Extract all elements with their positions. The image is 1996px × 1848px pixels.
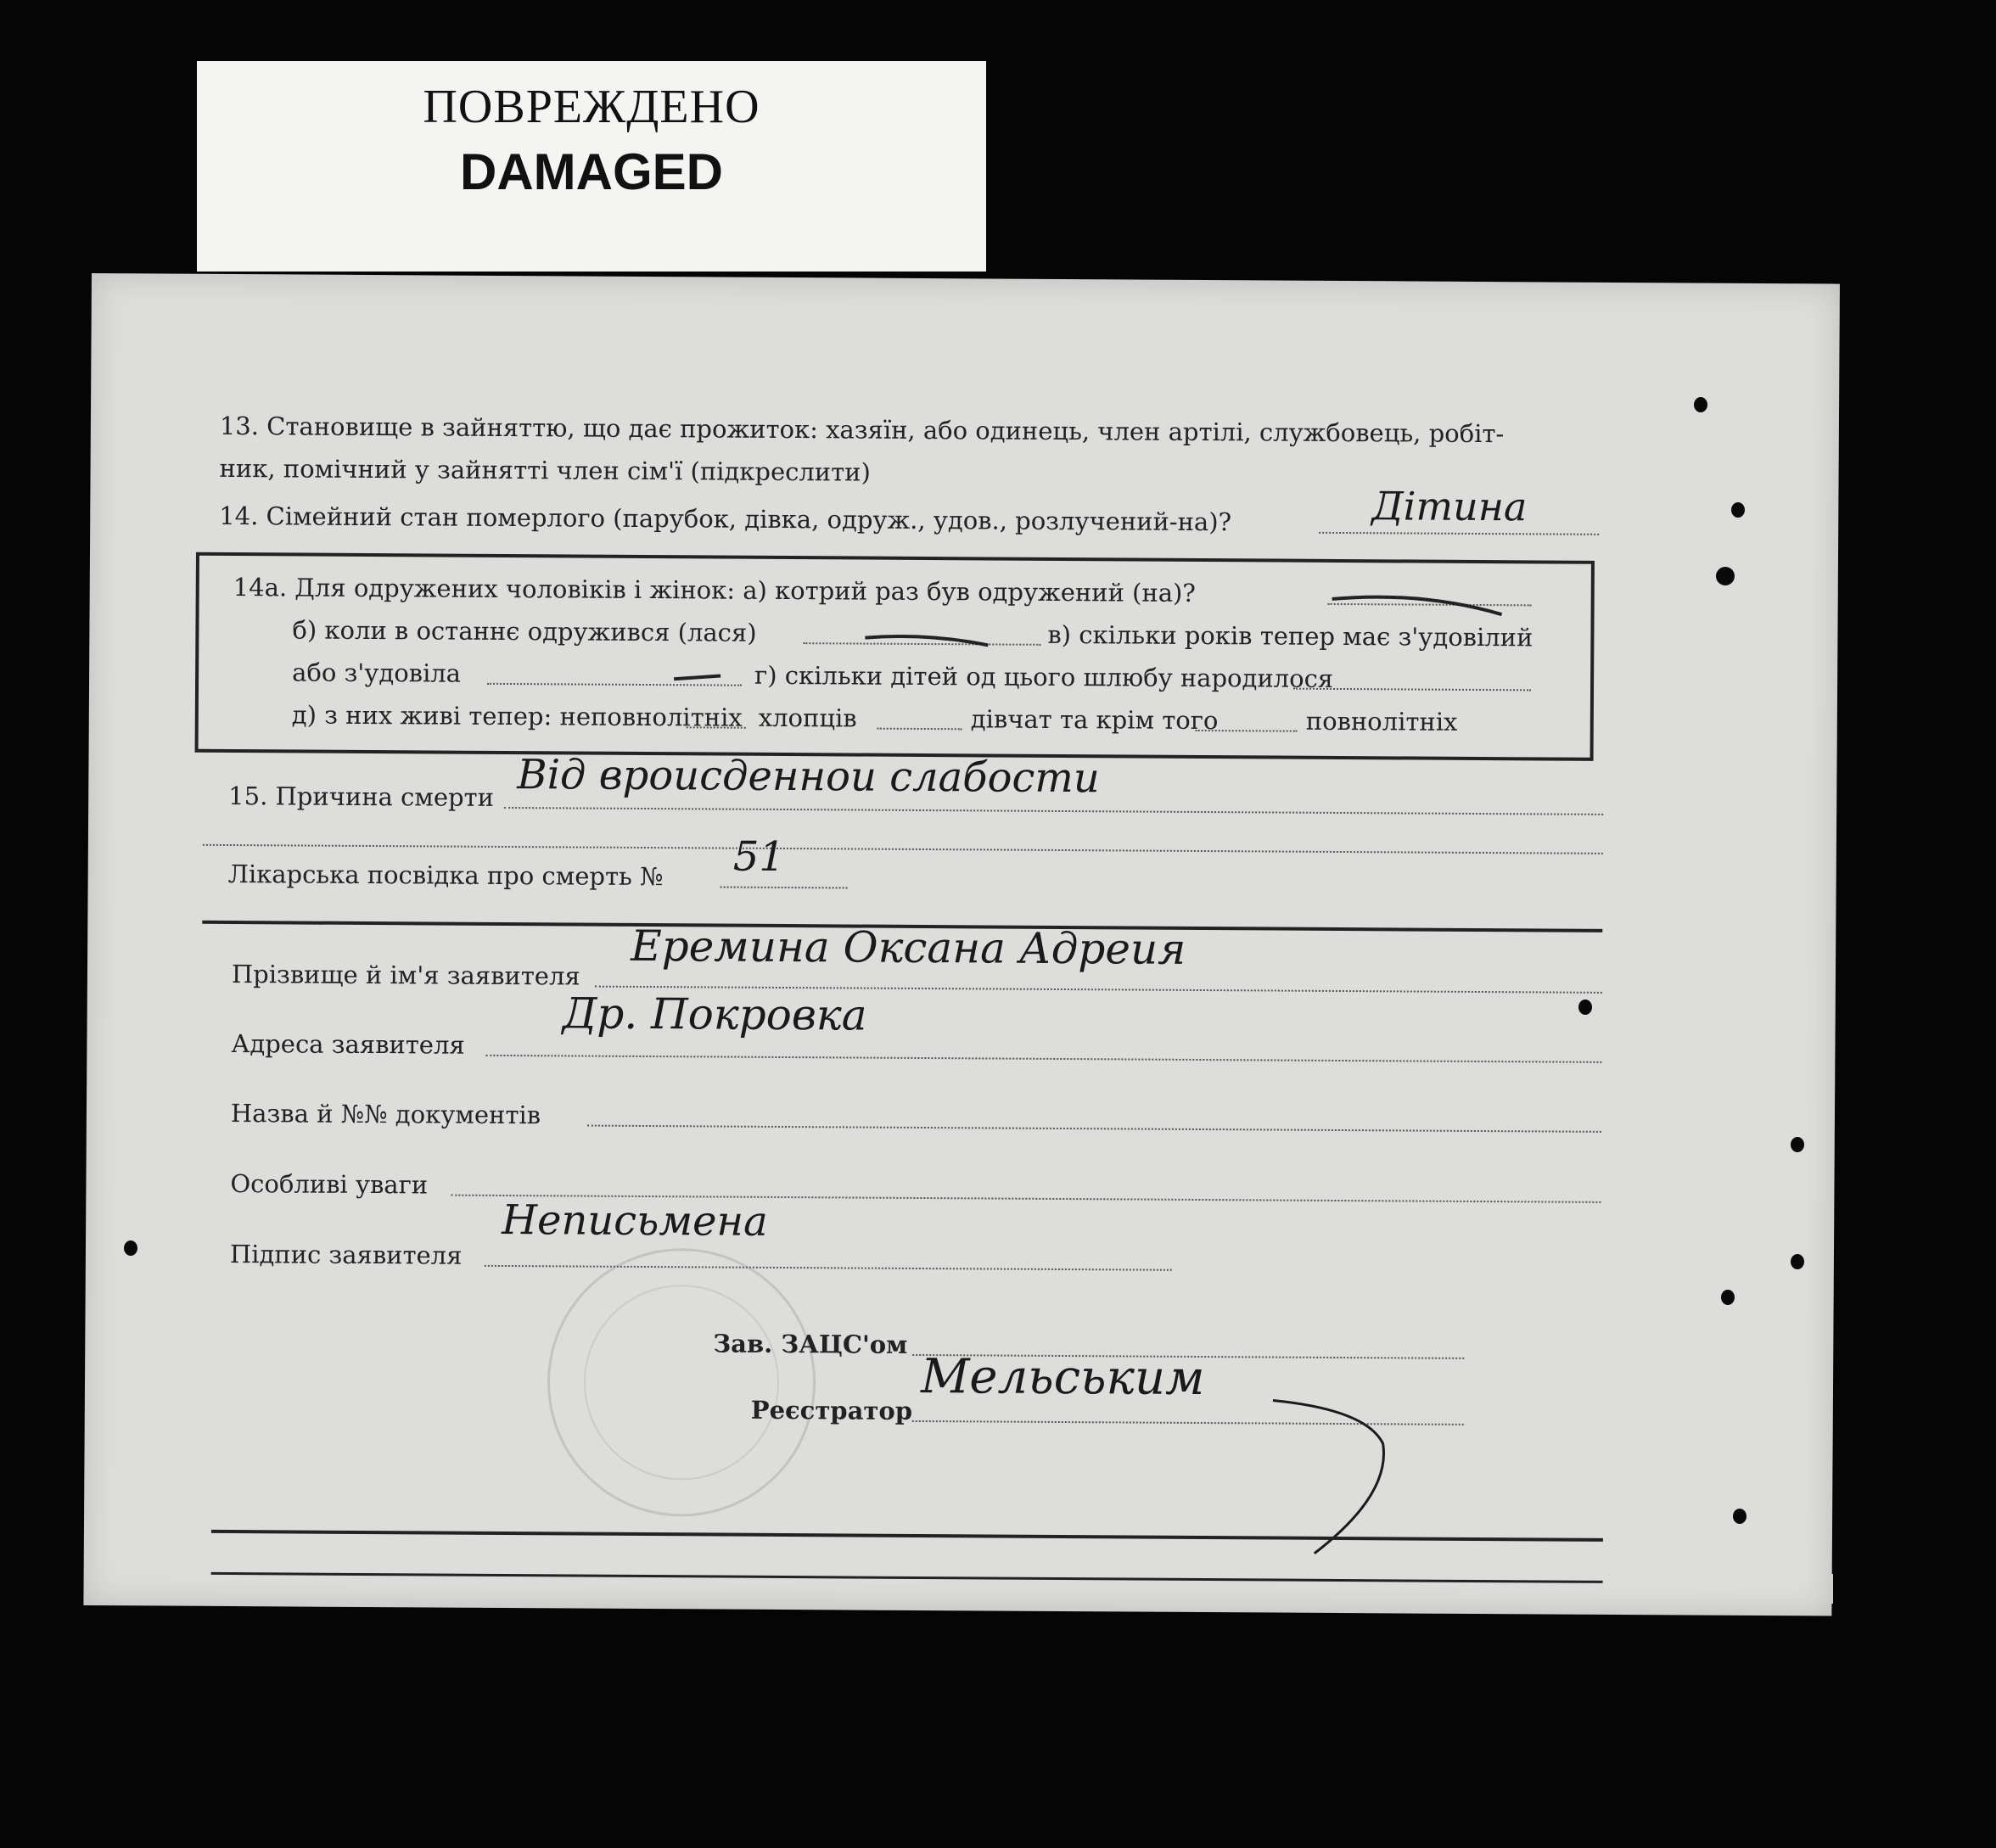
q15-dotted-line-2: [203, 844, 1603, 854]
applicant-name-handwritten: Еремина Оксана Адреия: [630, 921, 1186, 974]
q14a-line2a: б) коли в останнє одружився (лася): [292, 615, 757, 647]
remarks-label: Особливі уваги: [230, 1169, 429, 1200]
punch-hole: [124, 1240, 137, 1256]
q14a-line2b: в) скільки років тепер має з'удовілий: [1047, 619, 1533, 652]
q14-label: 14. Сімейний стан померлого (парубок, дівка, одруж., удов., розлучений-на)?: [219, 501, 1232, 537]
faded-stamp: [547, 1247, 816, 1517]
q14a-line4b: хлопців: [758, 703, 857, 733]
section-rule-3: [211, 1572, 1603, 1583]
registrar-label: Реєстратор: [750, 1395, 913, 1425]
q14-handwritten-answer: Дітина: [1371, 483, 1528, 530]
punch-hole: [1791, 1254, 1804, 1269]
punch-hole: [1733, 1509, 1746, 1524]
applicant-address-dotted-line: [485, 1055, 1601, 1063]
q14a-line4a: д) з них живі тепер: неповнолітніх: [291, 700, 743, 732]
documents-label: Назва й №№ документів: [230, 1099, 541, 1130]
q14a-box: [195, 552, 1595, 761]
q15-handwritten-answer: Від вроисденнои слабости: [517, 751, 1100, 803]
q14-dotted-line: [1319, 532, 1599, 535]
document-sheet: [83, 273, 1840, 1616]
punch-hole: [1721, 1290, 1735, 1305]
q14a-line3a: або з'удовіла: [292, 658, 462, 688]
signature-label: Підпис заявителя: [229, 1240, 463, 1270]
q13-line2: ник, помічний у зайнятті член сім'ї (підкреслити): [219, 453, 871, 487]
medical-cert-handwritten-number: 51: [732, 832, 786, 882]
damaged-label-ru: ПОВРЕЖДЕНО: [423, 81, 760, 133]
medical-cert-dotted-line: [720, 887, 848, 889]
damaged-label-en: DAMAGED: [460, 143, 723, 200]
q14a-dash-mark-3: [670, 667, 729, 687]
signature-dotted-line: [485, 1265, 1172, 1271]
damaged-label-card: [197, 61, 986, 272]
punch-hole: [1578, 1000, 1592, 1015]
applicant-name-label: Прізвище й ім'я заявителя: [231, 960, 580, 991]
head-label: Зав. ЗАЦС'ом: [713, 1329, 908, 1359]
punch-hole: [1791, 1137, 1804, 1152]
faded-stamp-inner-ring: [583, 1285, 779, 1481]
applicant-address-handwritten: Др. Покровка: [562, 988, 867, 1040]
q14a-line3b: г) скільки дітей од цього шлюбу народилося: [754, 660, 1334, 693]
q14a-line4d: повнолітніх: [1305, 706, 1458, 736]
registrar-signature: Мельським: [920, 1348, 1205, 1407]
q15-label: 15. Причина смерти: [228, 781, 495, 812]
q14a-dash-mark-2: [861, 628, 1030, 654]
punch-hole: [1731, 502, 1745, 518]
applicant-address-label: Адреса заявителя: [231, 1029, 465, 1060]
punch-hole: [1716, 567, 1735, 585]
q15-dotted-line: [504, 807, 1603, 815]
medical-cert-label: Лікарська посвідка про смерть №: [227, 859, 664, 892]
q14a-dash-mark-1: [1328, 586, 1515, 621]
signature-handwritten: Неписьмена: [502, 1196, 768, 1246]
q14a-dots-5: [687, 726, 746, 728]
q14a-line4c: дівчат та крім того: [970, 704, 1219, 736]
documents-dotted-line: [587, 1125, 1601, 1133]
punch-hole: [1694, 397, 1707, 412]
q14a-dots-6: [877, 728, 962, 731]
q14a-line1: 14а. Для одружених чоловіків і жінок: а) котрий раз був одружений (на)?: [233, 573, 1197, 608]
q13-line1: 13. Становище в зайняттю, що дає прожиток: хазяїн, або одинець, член артілі, службовець, робіт-: [219, 411, 1505, 449]
